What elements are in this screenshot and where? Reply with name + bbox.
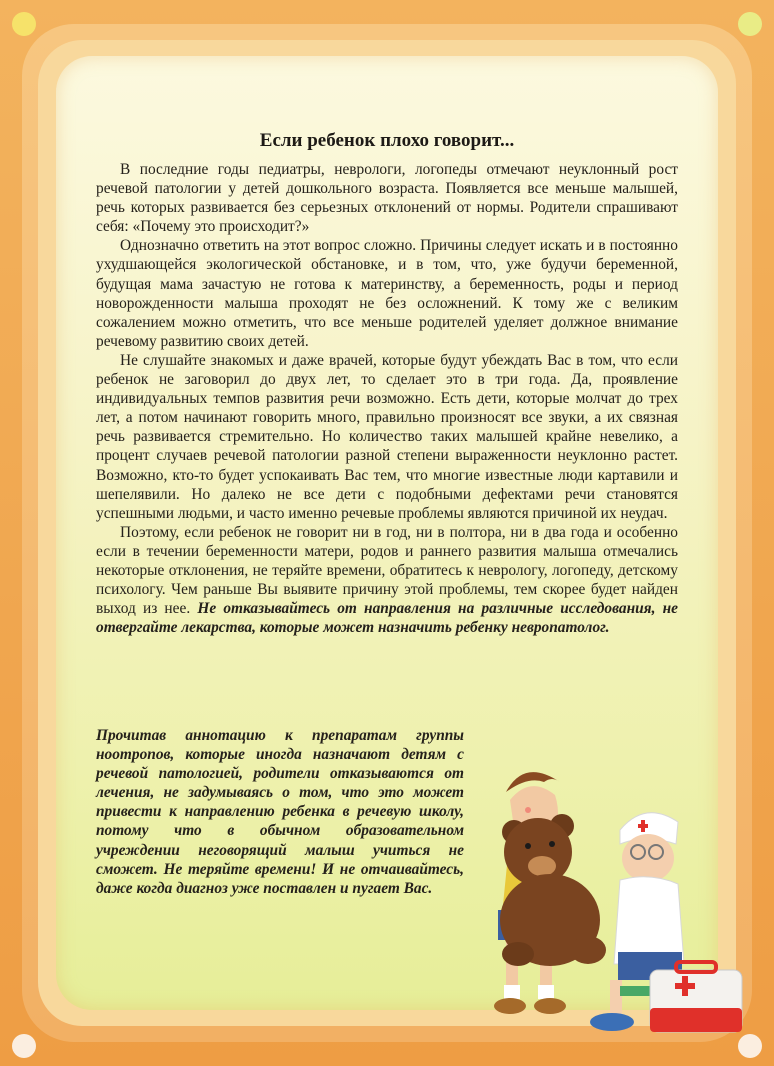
- paragraph-4-text: Поэтому, если ребенок не говорит ни в год, ни в полтора, ни в два года и особенно если в течении беременности матери, родов и раннего развития малыша отмечались некоторые отклонения, не теряйте времени, обратитесь к неврологу, логопеду, детскому психологу. Чем раньше Вы выявите причину этой проблемы, тем скорее будет найден выход из нее.: [96, 523, 678, 618]
- paragraph-1: В последние годы педиатры, неврологи, логопеды отмечают неуклонный рост речевой патологии у детей дошкольного возраста. Появляется все меньше малышей, речь которых развивается без серьезных отклонений от нормы. Родители спрашивают себя: «Почему это происходит?»: [96, 161, 678, 236]
- corner-dot-bottom-left: [12, 1034, 36, 1058]
- children-doctor-illustration: [470, 740, 760, 1040]
- paragraph-4-emphasis: Не отказывайтесь от направления на различные исследования, не отвергайте лекарства, которые может назначить ребенку невропатолог.: [96, 600, 678, 637]
- paragraph-4: [96, 523, 678, 638]
- corner-dot-top-right: [738, 12, 762, 36]
- article-title: Если ребенок плохо говорит...: [259, 130, 515, 151]
- paragraph-3: Не слушайте знакомых и даже врачей, которые будут убеждать Вас в том, что если ребенок не заговорил до двух лет, то сделает это в три года. Да, проявление индивидуальных темпов развития речи возможно. Есть дети, которые молчат до трех лет, а потом начинают говорить много, правильно произносят все звуки, а их связная речь развивается стремительно. Но количество таких малышей крайне невелико, а процент случаев речевой патологии разной степени выраженности неуклонно растет. Возможно, кто-то будет успокаивать Вас тем, что многие известные люди картавили и шепелявили. Но далеко не все дети с подобными дефектами речи становятся успешными людьми, и часто именно речевые проблемы являются причиной их неудач.: [96, 351, 678, 522]
- article-body: [96, 160, 678, 637]
- paragraph-2: Однозначно ответить на этот вопрос сложно. Причины следует искать и в постоянно ухудшающейся экологической обстановке, и в том, что, уже будучи беременной, будущая мама зачастую не готова к материнству, а беременность, роды и период новорожденности малыша проходят не без осложнений. К тому же с великим сожалением можно отметить, что все меньше родителей уделяет должное внимание речевому развитию своих детей.: [96, 237, 678, 350]
- teddy-bear: [500, 814, 606, 966]
- first-aid-kit-icon: [650, 962, 742, 1032]
- paragraph-5-emphasis: Прочитав аннотацию к препаратам группы ноотропов, которые иногда назначают детям с речевой патологией, родители отказываются от лечения, не задумываясь о том, что это может привести к направлению ребенка в речевую школу, потому что в обычном образовательном учреждении неговорящий малыш учиться не сможет. Не теряйте времени! И не отчаивайтесь, даже когда диагноз уже поставлен и пугает Вас.: [96, 727, 464, 897]
- corner-dot-top-left: [12, 12, 36, 36]
